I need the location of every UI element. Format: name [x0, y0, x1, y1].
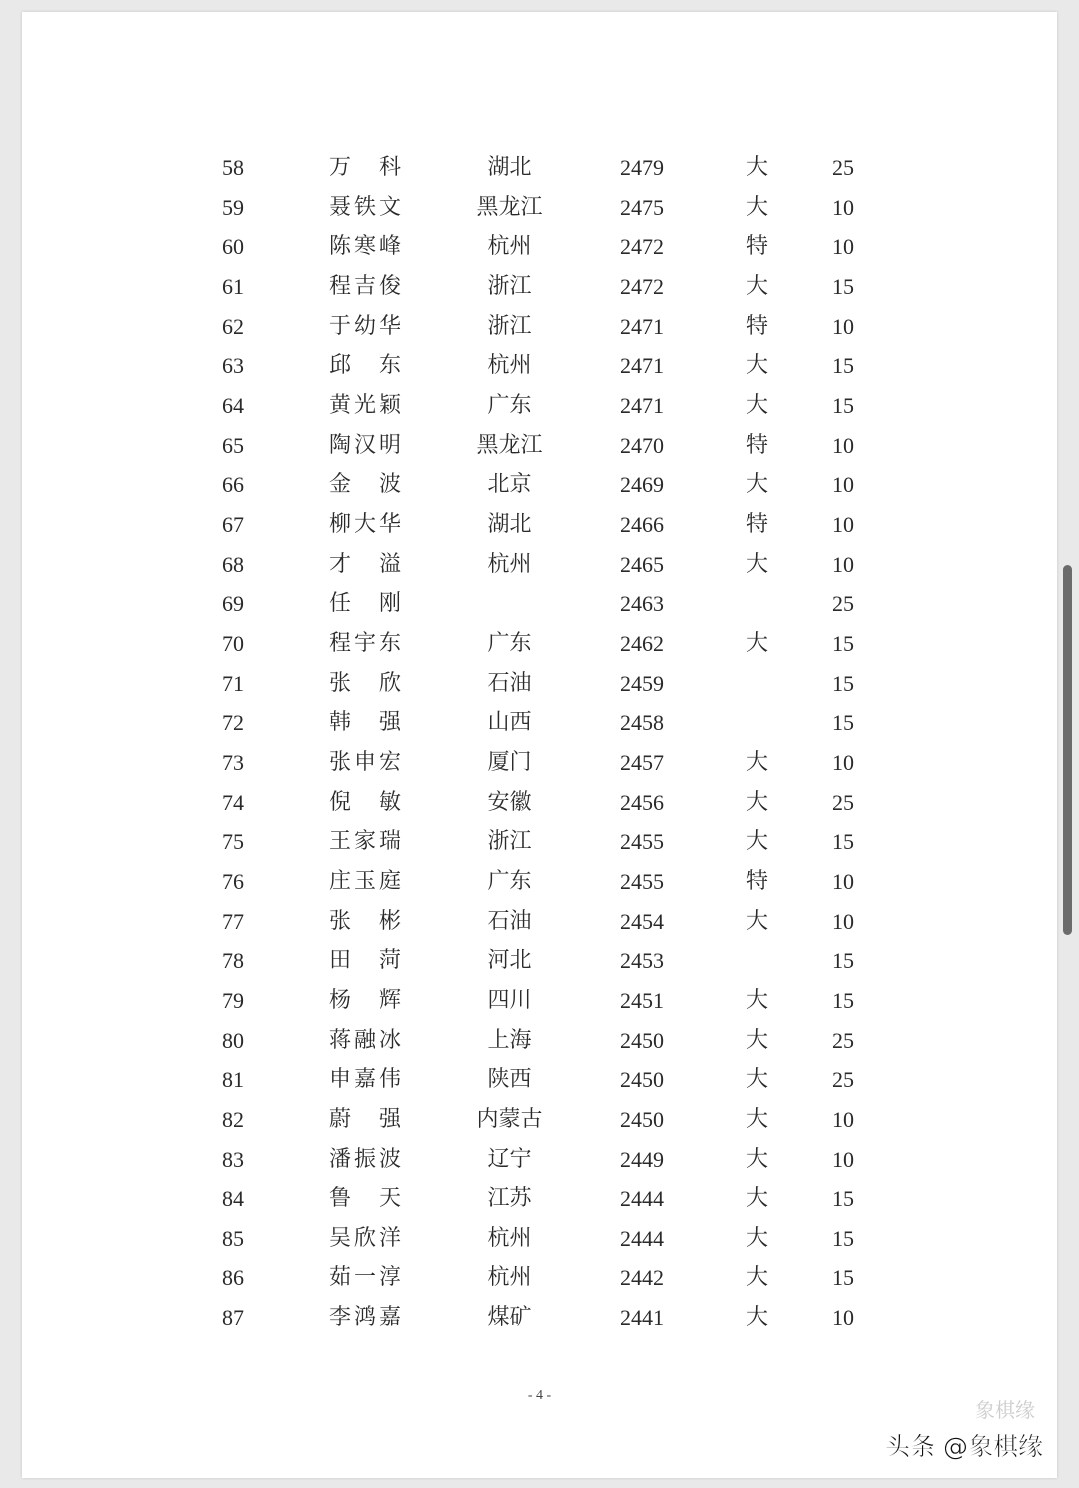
- rank-number: 69: [222, 591, 244, 617]
- player-rating: 2466: [620, 511, 664, 537]
- table-row: [22, 188, 1057, 228]
- player-title: 大: [745, 551, 768, 577]
- player-title: 特: [745, 313, 768, 339]
- player-rating: 2465: [620, 551, 664, 577]
- scrollbar-thumb[interactable]: [1063, 565, 1072, 935]
- k-factor: 10: [832, 1305, 854, 1331]
- player-title: 大: [745, 1106, 768, 1132]
- player-rating: 2471: [620, 353, 664, 379]
- player-name: 庄玉庭: [329, 868, 401, 894]
- player-rating: 2450: [620, 1027, 664, 1053]
- player-title: 特: [745, 234, 768, 260]
- player-name: 蒋融冰: [329, 1027, 401, 1053]
- table-row: [22, 1298, 1057, 1338]
- player-region: 杭州: [487, 1225, 532, 1251]
- table-row: [22, 902, 1057, 942]
- k-factor: 15: [832, 1186, 854, 1212]
- player-name: 任刚: [329, 591, 401, 617]
- player-name: 于幼华: [329, 313, 401, 339]
- player-region: 浙江: [487, 273, 532, 299]
- table-row: [22, 1258, 1057, 1298]
- table-row: [22, 346, 1057, 386]
- k-factor: 15: [832, 987, 854, 1013]
- k-factor: 10: [832, 472, 854, 498]
- player-name: 陈寒峰: [329, 234, 401, 260]
- table-row: [22, 1140, 1057, 1180]
- player-title: 大: [745, 194, 768, 220]
- k-factor: 15: [832, 630, 854, 656]
- table-row: [22, 743, 1057, 783]
- k-factor: 10: [832, 432, 854, 458]
- rank-number: 74: [222, 789, 244, 815]
- player-rating: 2463: [620, 591, 664, 617]
- k-factor: 15: [832, 392, 854, 418]
- rank-number: 81: [222, 1067, 244, 1093]
- player-rating: 2454: [620, 908, 664, 934]
- player-name: 李鸿嘉: [329, 1305, 401, 1331]
- player-region: 黑龙江: [476, 432, 543, 458]
- player-rating: 2450: [620, 1067, 664, 1093]
- player-title: 大: [745, 1186, 768, 1212]
- table-row: [22, 1021, 1057, 1061]
- k-factor: 25: [832, 789, 854, 815]
- k-factor: 25: [832, 155, 854, 180]
- rank-number: 60: [222, 234, 244, 260]
- table-row: [22, 267, 1057, 307]
- rank-number: 72: [222, 710, 244, 736]
- table-row: [22, 1060, 1057, 1100]
- k-factor: 10: [832, 234, 854, 260]
- table-row: [22, 545, 1057, 585]
- rank-number: 62: [222, 313, 244, 339]
- player-title: 大: [745, 1265, 768, 1291]
- player-name: 柳大华: [329, 511, 401, 537]
- player-region: 湖北: [487, 511, 532, 537]
- player-title: 大: [745, 987, 768, 1013]
- page-number: - 4 -: [527, 1388, 552, 1403]
- player-region: 四川: [487, 987, 532, 1013]
- k-factor: 10: [832, 551, 854, 577]
- rank-number: 73: [222, 749, 244, 775]
- player-name: 金波: [329, 472, 401, 498]
- rank-number: 76: [222, 868, 244, 894]
- player-rating: 2451: [620, 987, 664, 1013]
- player-rating: 2472: [620, 234, 664, 260]
- player-name: 杨辉: [329, 987, 401, 1013]
- player-region: 辽宁: [487, 1146, 532, 1172]
- k-factor: 15: [832, 353, 854, 379]
- player-title: 特: [745, 432, 768, 458]
- player-name: 吴欣洋: [329, 1225, 401, 1251]
- player-region: 广东: [487, 392, 532, 418]
- player-region: 杭州: [487, 1265, 532, 1291]
- player-rating: 2475: [620, 194, 664, 220]
- rank-number: 63: [222, 353, 244, 379]
- player-region: 湖北: [487, 155, 532, 180]
- rank-number: 61: [222, 273, 244, 299]
- k-factor: 15: [832, 1225, 854, 1251]
- player-rating: 2479: [620, 155, 664, 180]
- player-rating: 2449: [620, 1146, 664, 1172]
- rank-number: 77: [222, 908, 244, 934]
- player-title: 大: [745, 1305, 768, 1331]
- player-name: 蔚强: [329, 1106, 401, 1132]
- k-factor: 10: [832, 313, 854, 339]
- k-factor: 15: [832, 829, 854, 855]
- player-region: 厦门: [487, 749, 532, 775]
- player-region: 石油: [487, 908, 532, 934]
- player-rating: 2459: [620, 670, 664, 696]
- player-rating: 2450: [620, 1106, 664, 1132]
- document-page: [22, 12, 1057, 1478]
- table-row: [22, 148, 1057, 188]
- k-factor: 10: [832, 908, 854, 934]
- player-region: 内蒙古: [476, 1106, 543, 1132]
- player-name: 潘振波: [329, 1146, 401, 1172]
- player-rating: 2469: [620, 472, 664, 498]
- player-name: 万科: [329, 155, 401, 180]
- player-region: 煤矿: [487, 1305, 532, 1331]
- player-rating: 2458: [620, 710, 664, 736]
- rank-number: 64: [222, 392, 244, 418]
- player-region: 杭州: [487, 551, 532, 577]
- player-region: 石油: [487, 670, 532, 696]
- player-name: 程吉俊: [329, 273, 401, 299]
- table-row: [22, 981, 1057, 1021]
- player-title: 大: [745, 630, 768, 656]
- rank-number: 59: [222, 194, 244, 220]
- player-rating: 2442: [620, 1265, 664, 1291]
- player-title: 特: [745, 868, 768, 894]
- table-row: [22, 505, 1057, 545]
- player-rating: 2456: [620, 789, 664, 815]
- player-name: 茹一淳: [329, 1265, 401, 1291]
- player-title: 大: [745, 789, 768, 815]
- player-title: 大: [745, 908, 768, 934]
- player-title: 大: [745, 392, 768, 418]
- table-row: [22, 703, 1057, 743]
- table-row: [22, 862, 1057, 902]
- table-row: [22, 1219, 1057, 1259]
- player-rating: 2471: [620, 313, 664, 339]
- table-row: [22, 624, 1057, 664]
- player-name: 鲁天: [329, 1186, 401, 1212]
- player-name: 王家瑞: [329, 829, 401, 855]
- player-name: 邱东: [329, 353, 401, 379]
- k-factor: 15: [832, 710, 854, 736]
- player-region: 江苏: [487, 1186, 532, 1212]
- table-row: [22, 822, 1057, 862]
- player-region: 山西: [487, 710, 532, 736]
- player-region: 安徽: [487, 789, 532, 815]
- table-row: [22, 465, 1057, 505]
- player-name: 陶汉明: [329, 432, 401, 458]
- player-rating: 2471: [620, 392, 664, 418]
- player-rating: 2455: [620, 868, 664, 894]
- player-title: 大: [745, 472, 768, 498]
- rank-number: 79: [222, 987, 244, 1013]
- player-rating: 2455: [620, 829, 664, 855]
- rank-number: 66: [222, 472, 244, 498]
- player-title: 大: [745, 749, 768, 775]
- k-factor: 10: [832, 1146, 854, 1172]
- k-factor: 15: [832, 670, 854, 696]
- player-name: 韩强: [329, 710, 401, 736]
- player-rating: 2472: [620, 273, 664, 299]
- rank-number: 71: [222, 670, 244, 696]
- k-factor: 10: [832, 868, 854, 894]
- k-factor: 10: [832, 194, 854, 220]
- rank-number: 67: [222, 511, 244, 537]
- player-name: 聂铁文: [329, 194, 401, 220]
- player-name: 张彬: [329, 908, 401, 934]
- rank-number: 65: [222, 432, 244, 458]
- rank-number: 82: [222, 1106, 244, 1132]
- player-region: 浙江: [487, 829, 532, 855]
- player-region: 杭州: [487, 234, 532, 260]
- player-name: 田菏: [329, 948, 401, 974]
- faint-watermark: 象棋缘: [975, 1398, 1035, 1422]
- player-region: 广东: [487, 630, 532, 656]
- player-rating: 2444: [620, 1225, 664, 1251]
- watermark: 头条 @象棋缘: [885, 1432, 1043, 1461]
- player-rating: 2462: [620, 630, 664, 656]
- table-row: [22, 584, 1057, 624]
- player-name: 程宇东: [329, 630, 401, 656]
- player-rating: 2444: [620, 1186, 664, 1212]
- player-rating: 2453: [620, 948, 664, 974]
- player-region: 黑龙江: [476, 194, 543, 220]
- rank-number: 83: [222, 1146, 244, 1172]
- player-region: 浙江: [487, 313, 532, 339]
- k-factor: 10: [832, 749, 854, 775]
- table-row: [22, 386, 1057, 426]
- player-name: 张欣: [329, 670, 401, 696]
- k-factor: 10: [832, 1106, 854, 1132]
- player-region: 广东: [487, 868, 532, 894]
- rank-number: 58: [222, 155, 244, 180]
- table-row: [22, 1179, 1057, 1219]
- player-region: 北京: [487, 472, 532, 498]
- player-rating: 2457: [620, 749, 664, 775]
- player-title: 大: [745, 1225, 768, 1251]
- rank-number: 75: [222, 829, 244, 855]
- player-title: 大: [745, 1067, 768, 1093]
- k-factor: 15: [832, 948, 854, 974]
- player-name: 张申宏: [329, 749, 401, 775]
- player-title: 大: [745, 155, 768, 180]
- rank-number: 85: [222, 1225, 244, 1251]
- table-row: [22, 941, 1057, 981]
- table-row: [22, 307, 1057, 347]
- rank-number: 80: [222, 1027, 244, 1053]
- player-name: 申嘉伟: [329, 1067, 401, 1093]
- player-rating: 2470: [620, 432, 664, 458]
- player-region: 陕西: [487, 1067, 532, 1093]
- table-row: [22, 426, 1057, 466]
- player-region: 河北: [487, 948, 532, 974]
- table-row: [22, 227, 1057, 267]
- k-factor: 15: [832, 273, 854, 299]
- rank-number: 87: [222, 1305, 244, 1331]
- player-name: 才溢: [329, 551, 401, 577]
- player-title: 大: [745, 829, 768, 855]
- k-factor: 25: [832, 1067, 854, 1093]
- player-title: 大: [745, 1146, 768, 1172]
- player-title: 特: [745, 511, 768, 537]
- player-region: 上海: [487, 1027, 532, 1053]
- k-factor: 25: [832, 1027, 854, 1053]
- k-factor: 15: [832, 1265, 854, 1291]
- rank-number: 84: [222, 1186, 244, 1212]
- player-rating: 2441: [620, 1305, 664, 1331]
- rank-number: 86: [222, 1265, 244, 1291]
- player-region: 杭州: [487, 353, 532, 379]
- player-name: 倪敏: [329, 789, 401, 815]
- player-name: 黄光颖: [329, 392, 401, 418]
- player-title: 大: [745, 273, 768, 299]
- rank-number: 78: [222, 948, 244, 974]
- player-title: 大: [745, 353, 768, 379]
- k-factor: 10: [832, 511, 854, 537]
- rank-number: 68: [222, 551, 244, 577]
- table-row: [22, 783, 1057, 823]
- table-row: [22, 1100, 1057, 1140]
- k-factor: 25: [832, 591, 854, 617]
- player-title: 大: [745, 1027, 768, 1053]
- table-row: [22, 664, 1057, 704]
- rank-number: 70: [222, 630, 244, 656]
